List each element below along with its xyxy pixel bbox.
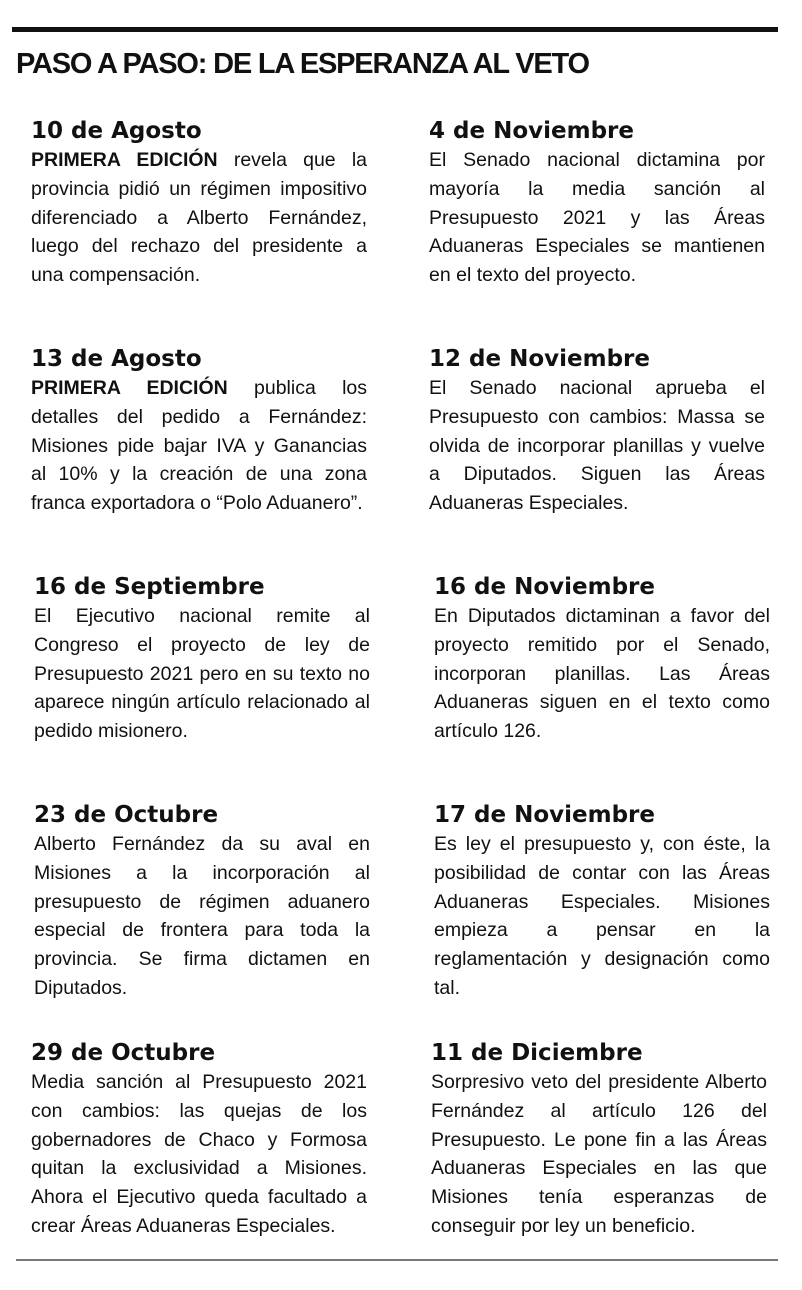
entry-text xyxy=(434,830,770,1003)
entry-body: El Senado nacional aprueba el Presupuesto con cambios: Massa se olvida de incorporar planillas y vuelve a Diputados. Siguen las Áreas Aduaneras Especiales. xyxy=(429,377,765,515)
entry-text xyxy=(429,374,765,518)
timeline-entry xyxy=(434,801,770,1003)
entry-body: El Senado nacional dictamina por mayoría la media sanción al Presupuesto 2021 y las Áreas Aduaneras Especiales se mantienen en el texto del proyecto. xyxy=(429,149,765,287)
entry-text xyxy=(429,146,765,290)
bottom-rule xyxy=(16,1259,778,1261)
entry-text xyxy=(34,830,370,1003)
entry-date: 16 de Septiembre xyxy=(34,574,265,600)
entry-date: 13 de Agosto xyxy=(31,346,202,372)
entry-body: Alberto Fernández da su aval en Misiones a la incorporación al presupuesto de régimen aduanero especial de frontera para toda la provincia. Se firma dictamen en Diputados. xyxy=(34,833,370,999)
page-title: PASO A PASO: DE LA ESPERANZA AL VETO xyxy=(16,48,589,80)
entry-date: 16 de Noviembre xyxy=(434,574,655,600)
entry-body: En Diputados dictaminan a favor del proyecto remitido por el Senado, incorporan planillas. Las Áreas Aduaneras siguen en el texto como artículo 126. xyxy=(434,605,770,743)
timeline-entry xyxy=(34,573,370,746)
entry-body: El Ejecutivo nacional remite al Congreso el proyecto de ley de Presupuesto 2021 pero en su texto no aparece ningún artículo relacionado al pedido misionero. xyxy=(34,605,370,743)
entry-date: 23 de Octubre xyxy=(34,802,219,828)
entry-date: 11 de Diciembre xyxy=(431,1040,643,1066)
timeline-entry xyxy=(31,345,367,518)
entry-body: revela que la provincia pidió un régimen impositivo diferenciado a Alberto Fernández, luego del rechazo del presidente a una compensación. xyxy=(31,149,368,287)
entry-body: publica los detalles del pedido a Fernández: Misiones pide bajar IVA y Ganancias al 10% y la creación de una zona franca exportadora o “Polo Aduanero”. xyxy=(31,377,367,515)
timeline-entry xyxy=(31,117,367,290)
timeline-entry xyxy=(429,345,765,518)
entry-body: Es ley el presupuesto y, con éste, la posibilidad de contar con las Áreas Aduaneras Especiales. Misiones empieza a pensar en la reglamentación y designación como tal. xyxy=(434,833,770,999)
timeline-entry xyxy=(431,1039,767,1241)
timeline-entry xyxy=(31,1039,367,1241)
entry-text xyxy=(34,602,370,746)
entry-date: 29 de Octubre xyxy=(31,1040,216,1066)
entry-date: 4 de Noviembre xyxy=(429,118,634,144)
entry-date: 12 de Noviembre xyxy=(429,346,650,372)
entry-text xyxy=(431,1068,767,1241)
timeline-entry xyxy=(34,801,370,1003)
entry-lead: PRIMERA EDICIÓN xyxy=(31,377,228,399)
timeline-entry xyxy=(434,573,770,746)
entry-text xyxy=(434,602,770,746)
entry-lead: PRIMERA EDICIÓN xyxy=(31,149,218,171)
entry-text xyxy=(31,146,367,290)
timeline-entry xyxy=(429,117,765,290)
entry-date: 17 de Noviembre xyxy=(434,802,655,828)
top-rule xyxy=(12,27,778,32)
entry-text xyxy=(31,374,367,518)
entry-date: 10 de Agosto xyxy=(31,118,202,144)
entry-body: Media sanción al Presupuesto 2021 con cambios: las quejas de los gobernadores de Chaco y Formosa quitan la exclusividad a Misiones. Ahora el Ejecutivo queda facultado a crear Áreas Aduaneras Especiales. xyxy=(31,1071,367,1237)
entry-body: Sorpresivo veto del presidente Alberto Fernández al artículo 126 del Presupuesto. Le pone fin a las Áreas Aduaneras Especiales en las que Misiones tenía esperanzas de conseguir por ley un beneficio. xyxy=(431,1071,767,1237)
entry-text xyxy=(31,1068,367,1241)
